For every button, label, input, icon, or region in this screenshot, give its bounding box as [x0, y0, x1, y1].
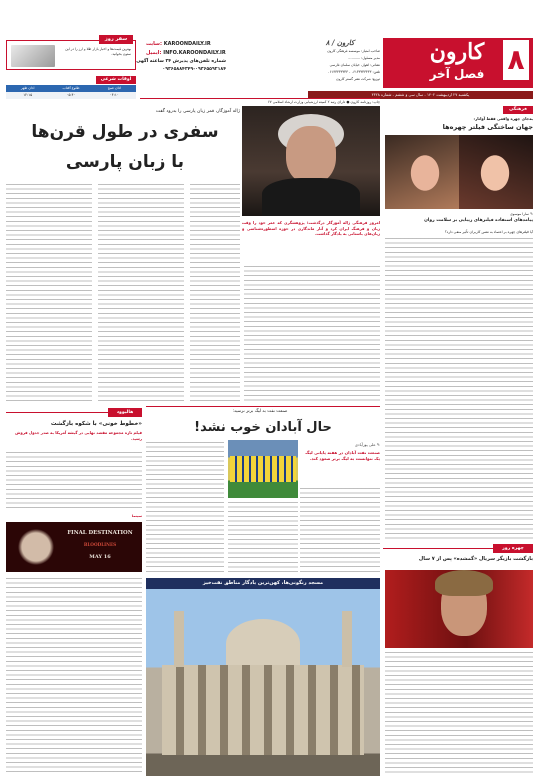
newspaper-logo: کارون — [429, 39, 485, 65]
persian-subtitle: ژاله آموزگار، قمر زبان پارسی را بدرود گفت — [155, 109, 240, 114]
mosque-minaret — [342, 611, 352, 667]
ads-phone: شماره تلفن‌های پذیرش ۲۴ ساعته آگهی: ۰۹۳۶۵۵۹۲۱۸۴-۰۹۳۶۵۸۸۴۳۴۹ — [134, 59, 226, 72]
face-body — [385, 652, 533, 776]
publisher-line: صاحب امتیاز: موسسه فرهنگی کارون — [327, 49, 380, 53]
culture-subtitle: به‌جای چهره واقعی فقط آواتار: — [473, 116, 533, 121]
prayer-time-value: ۰۴:۱۰ — [109, 93, 119, 97]
study-title: پیامدهای استفاده فیلترهای زیبایی بر سلامت روان — [424, 218, 533, 223]
prayer-times-header — [6, 85, 136, 92]
prayer-time-header: طلوع آفتاب — [62, 86, 80, 90]
contact-block — [134, 40, 226, 90]
persian-body-col — [244, 266, 380, 404]
prayer-times-title: اوقات شرعی — [96, 76, 136, 84]
persian-body-left — [6, 184, 92, 404]
poster-title: FINAL DESTINATION — [67, 530, 133, 536]
actor-hair — [435, 570, 493, 596]
team-photo — [228, 440, 298, 498]
culture-tag: فرهنگی — [503, 106, 533, 114]
mosque-minaret — [174, 611, 184, 667]
gold-box — [6, 36, 136, 70]
face-tag: چهره روز — [493, 544, 533, 553]
portrait-photo — [242, 106, 380, 216]
hollywood-title: «خطوط خونی» با شکوه بازگشت — [50, 421, 142, 427]
publisher-line: مدیر مسئول: ........... — [348, 56, 380, 60]
sport-section — [146, 406, 380, 576]
study-author: ✎ سارا موسوی — [510, 212, 533, 216]
hollywood-lead: فیلم تازه مجموعه مقصد نهایی در گیشه آمریکا به صدر جدول فروش رسید. — [15, 430, 142, 441]
face-section — [383, 544, 533, 776]
sport-author: ✎ علی پورآبادی — [354, 442, 380, 447]
actor-photo — [385, 570, 533, 648]
mosque-section — [146, 578, 380, 776]
sport-body-right — [300, 488, 380, 574]
prayer-time-value: ۱۲:۱۵ — [23, 93, 33, 97]
prayer-times-box — [6, 76, 136, 100]
website-link[interactable]: KAROONDAILY.IR — [163, 41, 211, 47]
persian-headline-2: با زبان پارسی — [65, 152, 185, 172]
publisher-line: نشانی: اهواز، خیابان سلمان فارسی — [329, 63, 380, 67]
persian-body-mid — [98, 184, 184, 404]
gold-box-title: سفر روز — [99, 35, 133, 44]
publisher-signature: ۸ / کارون — [325, 38, 355, 47]
culture-title: جهان ساختگی فیلتر چهره‌ها — [442, 123, 533, 131]
prayer-time-header: اذان ظهر — [20, 86, 35, 90]
culture-body-columns — [385, 280, 533, 542]
prayer-times-values — [6, 92, 136, 99]
mosque-dome — [226, 619, 300, 669]
publisher-line: توزیع: شرکت نشر گستر کارون — [336, 77, 380, 81]
movie-poster — [6, 522, 142, 572]
portrait-body — [262, 178, 360, 216]
hollywood-tag: هالیوود — [108, 408, 142, 417]
culture-face-right — [459, 135, 533, 209]
email-link[interactable]: INFO.KAROONDAILY.IR — [163, 50, 226, 56]
hollywood-body-2 — [6, 578, 142, 774]
sport-lead: صنعت نفت آبادان در هفته پایانی لیگ یک نتوانست به لیگ برتر صعود کند. — [305, 450, 380, 461]
face-title: بازگشت بازیگر سریال «گمشده» پس از ۷ سال — [418, 556, 533, 562]
gold-icon — [11, 45, 55, 67]
page-number: ۸ — [503, 40, 529, 80]
team-players — [230, 456, 296, 482]
publisher-line: تلفن: ۰۶۱۳۳۳۳۳۳۳۳ - ۰۶۱۳۳۳۳۳۳۳۳ — [327, 70, 380, 74]
poster-subtitle: BLOODLINES — [83, 542, 117, 547]
culture-photo — [385, 135, 533, 209]
sport-body-left — [146, 442, 224, 574]
publisher-info — [218, 48, 380, 88]
mosque-photo — [146, 589, 380, 776]
portrait-face — [286, 126, 336, 184]
study-lead: آیا فیلترهای چهره بر اعتماد به نفس کاربران تأثیر منفی دارد؟ — [444, 230, 533, 234]
masthead — [0, 0, 533, 105]
culture-section — [383, 106, 533, 278]
mosque-headline: مسجد رنگونی‌ها، کهن‌ترین یادگار مناطق نفت‌خیز — [146, 578, 380, 589]
mosque-facade — [162, 665, 364, 755]
section-title: فصل آخر — [429, 67, 485, 81]
dateline: یکشنبه ۲۷ اردیبهشت ۱۴۰۲ - سال سی و ششم - شماره ۴۳۲۸ — [308, 91, 533, 99]
sport-kicker: صنعت نفت به لیگ برتر نرسید: — [232, 409, 288, 414]
culture-face-left — [385, 135, 459, 209]
email-label: ایمیل: — [146, 50, 162, 56]
persian-headline: سفری در طول قرن‌ها — [31, 122, 219, 142]
prayer-time-value: ۰۵:۴۰ — [66, 93, 76, 97]
persian-feature — [6, 106, 380, 406]
print-line: چاپ: روزنامه کارون ● دارای رتبه ۲ کمیته ارزشیابی وزارت ارشاد اسلامی ۶۷ — [140, 98, 380, 105]
website-label: سایت: — [146, 41, 162, 47]
prayer-time-header: اذان صبح — [107, 86, 122, 90]
gold-box-note: بهترین قیمت‌ها و اخبار بازار طلا و ارز را در این ستون بخوانید. — [65, 47, 131, 56]
cinema-box-label: سینما — [131, 514, 142, 518]
hollywood-body — [6, 452, 142, 512]
logo-block — [383, 38, 533, 88]
persian-body-right — [190, 184, 240, 404]
hollywood-section — [6, 406, 142, 776]
sport-headline: حال آبادان خوب نشد! — [194, 420, 332, 435]
persian-lead: امروز فرهنگی ژاله آموزگار درگذشت؛ پژوهشگری که عمر خود را وقت زبان و فرهنگ ایران کرد و آثار ماندگاری در حوزه اسطوره‌شناسی و زبان‌های باستانی به یادگار گذاشت. — [242, 220, 380, 237]
sport-body-mid — [228, 502, 298, 574]
poster-date: MAY 16 — [89, 554, 111, 560]
study-body — [385, 238, 533, 278]
